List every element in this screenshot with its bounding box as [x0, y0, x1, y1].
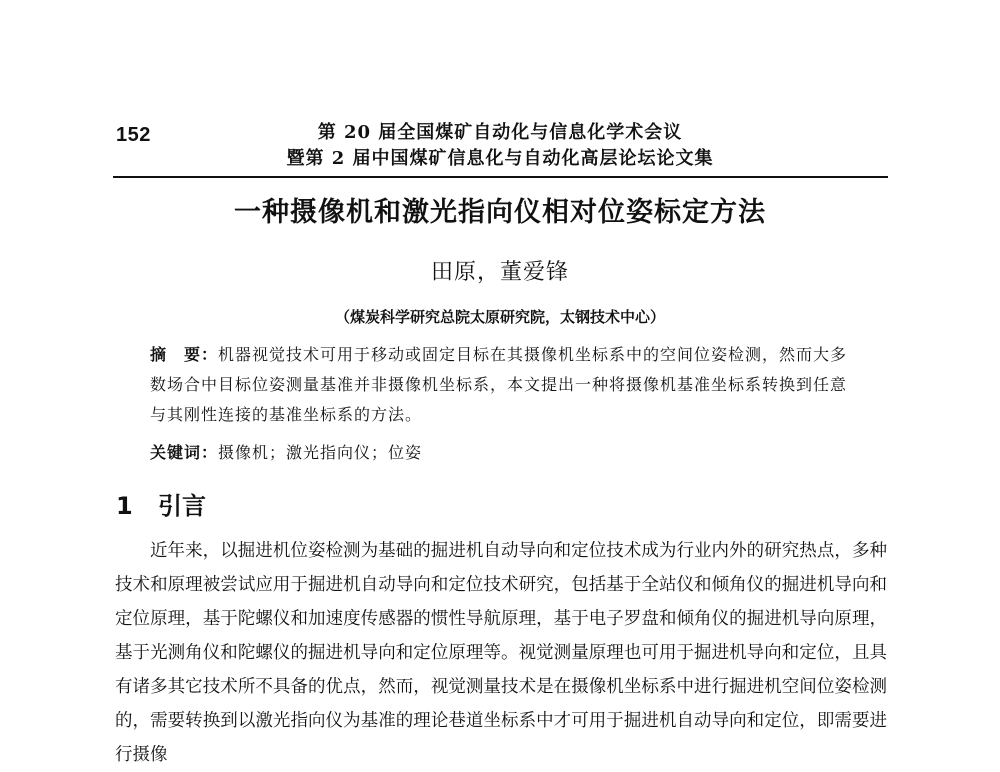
- conference-title-line1: 第 20 届全国煤矿自动化与信息化学术会议: [317, 122, 683, 143]
- paper-title: 一种摄像机和激光指向仪相对位姿标定方法: [234, 197, 766, 228]
- section-title: 引言: [158, 492, 206, 520]
- affiliation: （煤炭科学研究总院太原研究院，太钢技术中心）: [334, 308, 665, 326]
- section-number: 1: [116, 492, 133, 520]
- abstract: [150, 340, 850, 430]
- section-heading: [116, 486, 206, 521]
- keywords-label: 关键词：: [150, 443, 219, 462]
- conference-title-line2: 暨第 2 届中国煤矿信息化与自动化高层论坛论文集: [286, 148, 714, 169]
- running-header: [200, 120, 800, 172]
- header-rule: [113, 176, 888, 178]
- authors: 田原，董爱锋: [430, 260, 569, 285]
- abstract-label: 摘 要：: [150, 345, 219, 364]
- keywords-text: 摄像机；激光指向仪；位姿: [218, 443, 423, 462]
- abstract-text: 机器视觉技术可用于移动或固定目标在其摄像机坐标系中的空间位姿检测，然而大多数场合中目标位姿测量基准并非摄像机坐标系，本文提出一种将摄像机基准坐标系转换到任意与其刚性连接的基准坐标系的方法。: [150, 345, 848, 424]
- intro-paragraph: 近年来，以掘进机位姿检测为基础的掘进机自动导向和定位技术成为行业内外的研究热点，多种技术和原理被尝试应用于掘进机自动导向和定位技术研究，包括基于全站仪和倾角仪的掘进机导向和定位原理，基于陀螺仪和加速度传感器的惯性导航原理，基于电子罗盘和倾角仪的掘进机导向原理，基于光测角仪和陀螺仪的掘进机导向和定位原理等。视觉测量原理也可用于掘进机导向和定位，且具有诸多其它技术所不具备的优点，然而，视觉测量技术是在摄像机坐标系中进行掘进机空间位姿检测的，需要转换到以激光指向仪为基准的理论巷道坐标系中才可用于掘进机自动导向和定位，即需要进行摄像: [115, 541, 887, 765]
- keywords: [150, 440, 850, 463]
- page-number: 152: [116, 124, 151, 146]
